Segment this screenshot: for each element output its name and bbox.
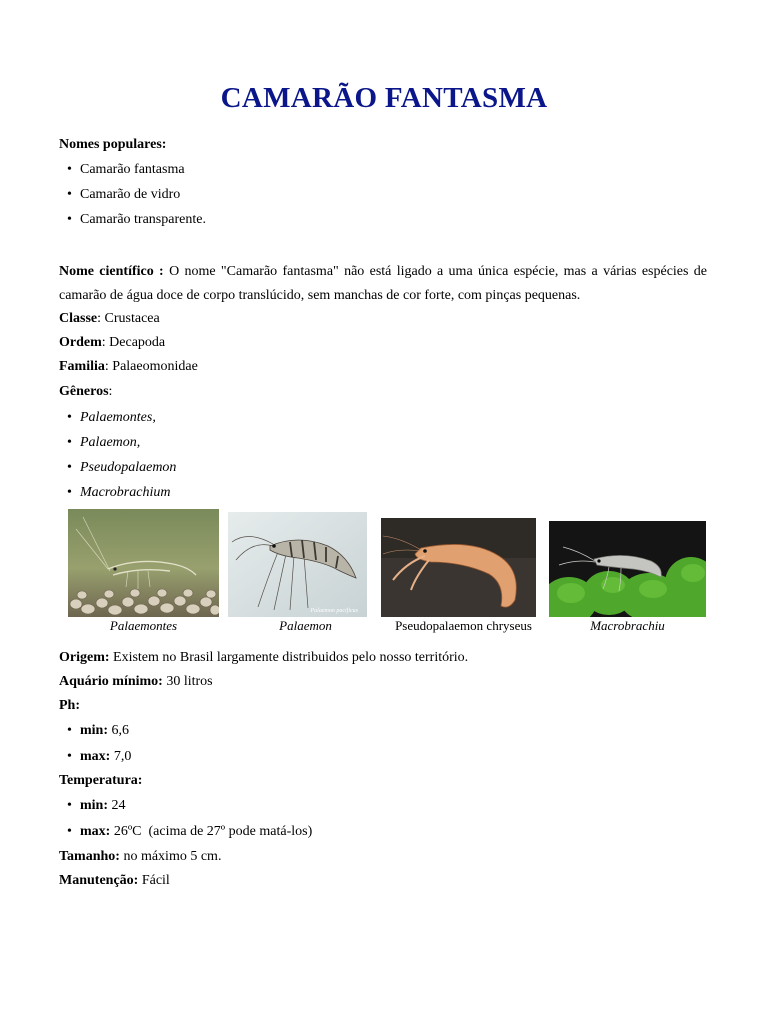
temp-min-label: min: (80, 798, 108, 813)
page-title: CAMARÃO FANTASMA (220, 82, 548, 114)
manutencao-row (59, 871, 170, 891)
caption-palaemontes: Palaemontes (109, 618, 178, 633)
familia-row (59, 357, 198, 377)
aquario-label: Aquário mínimo: (59, 674, 163, 689)
nome-popular-text: Camarão fantasma (80, 162, 185, 177)
ordem-value: : Decapoda (101, 335, 166, 350)
caption-pseudopalaemon: Pseudopalaemon chryseus (395, 618, 532, 633)
caption-palaemon: Palaemon (279, 618, 332, 633)
nome-cientifico-text: O nome "Camarão fantasma" não está ligado a uma única espécie, mas a várias espécies de camarão de água doce de corpo translúcido, sem manchas de cor forte, com pinças pequenas. (59, 264, 708, 303)
photo-caption (381, 618, 546, 634)
nomes-populares-heading (59, 135, 166, 155)
ordem-row (59, 333, 165, 353)
nome-cientifico-label: Nome científico : (59, 264, 164, 279)
nome-popular-item: • Camarão transparente. (67, 212, 206, 227)
genero-text: Palaemon, (80, 435, 141, 450)
origem-label: Origem: (59, 650, 110, 665)
nome-popular-text: Camarão transparente. (80, 212, 206, 227)
genero-text: Pseudopalaemon (80, 460, 177, 475)
temp-max-value: 26ºC (acima de 27º pode matá-los) (113, 824, 313, 839)
nome-cientifico-paragraph (59, 260, 707, 308)
aquario-value: 30 litros (166, 674, 213, 689)
temp-min-item: • min: 24 (67, 798, 126, 813)
manutencao-value: Fácil (141, 873, 170, 888)
pseudopalaemon-photo (381, 518, 536, 617)
nome-popular-text: Camarão de vidro (80, 187, 181, 202)
photo-caption (228, 618, 383, 634)
genero-item: • Macrobrachium (67, 485, 171, 500)
tamanho-row (59, 847, 221, 867)
temperatura-label: Temperatura: (59, 773, 143, 788)
temperatura-heading (59, 771, 142, 791)
palaemon-watermark: Palaemon pacificus (310, 608, 358, 614)
ph-label: Ph: (59, 698, 80, 713)
ordem-label: Ordem (59, 335, 102, 350)
generos-heading (59, 382, 112, 402)
classe-value: : Crustacea (97, 311, 160, 326)
ph-max-label: max: (80, 749, 111, 764)
temp-min-value: 24 (111, 798, 126, 813)
temp-max-item: • max: 26ºC (acima de 27º pode matá-los) (67, 824, 313, 839)
aquario-row (59, 672, 213, 692)
photo-caption (68, 618, 219, 634)
photo-caption (549, 618, 706, 634)
classe-label: Classe (59, 311, 98, 326)
palaemontes-photo (68, 509, 219, 617)
classe-row (59, 309, 160, 329)
nome-popular-item: • Camarão fantasma (67, 162, 185, 177)
ph-max-item: • max: 7,0 (67, 749, 132, 764)
origem-row (59, 648, 468, 668)
ph-min-item: • min: 6,6 (67, 723, 129, 738)
nome-popular-item: • Camarão de vidro (67, 187, 181, 202)
manutencao-label: Manutenção: (59, 873, 139, 888)
ph-max-value: 7,0 (113, 749, 132, 764)
macrobrachium-photo (549, 521, 706, 617)
tamanho-value: no máximo 5 cm. (123, 849, 222, 864)
familia-value: : Palaeomonidae (104, 359, 198, 374)
tamanho-label: Tamanho: (59, 849, 120, 864)
generos-suffix: : (108, 384, 113, 399)
ph-min-label: min: (80, 723, 108, 738)
genero-item: • Pseudopalaemon (67, 460, 177, 475)
ph-heading (59, 696, 80, 716)
genero-item: • Palaemon, (67, 435, 141, 450)
nomes-populares-label: Nomes populares: (59, 137, 167, 152)
generos-label: Gêneros (59, 384, 109, 399)
caption-macrobrachiu: Macrobrachiu (590, 618, 665, 633)
palaemon-photo (228, 512, 367, 617)
familia-label: Familia (59, 359, 105, 374)
genero-text: Macrobrachium (80, 485, 171, 500)
genero-item: • Palaemontes, (67, 410, 156, 425)
origem-value: Existem no Brasil largamente distribuidos pelo nosso território. (113, 650, 469, 665)
genero-text: Palaemontes, (80, 410, 156, 425)
temp-max-label: max: (80, 824, 111, 839)
ph-min-value: 6,6 (111, 723, 129, 738)
